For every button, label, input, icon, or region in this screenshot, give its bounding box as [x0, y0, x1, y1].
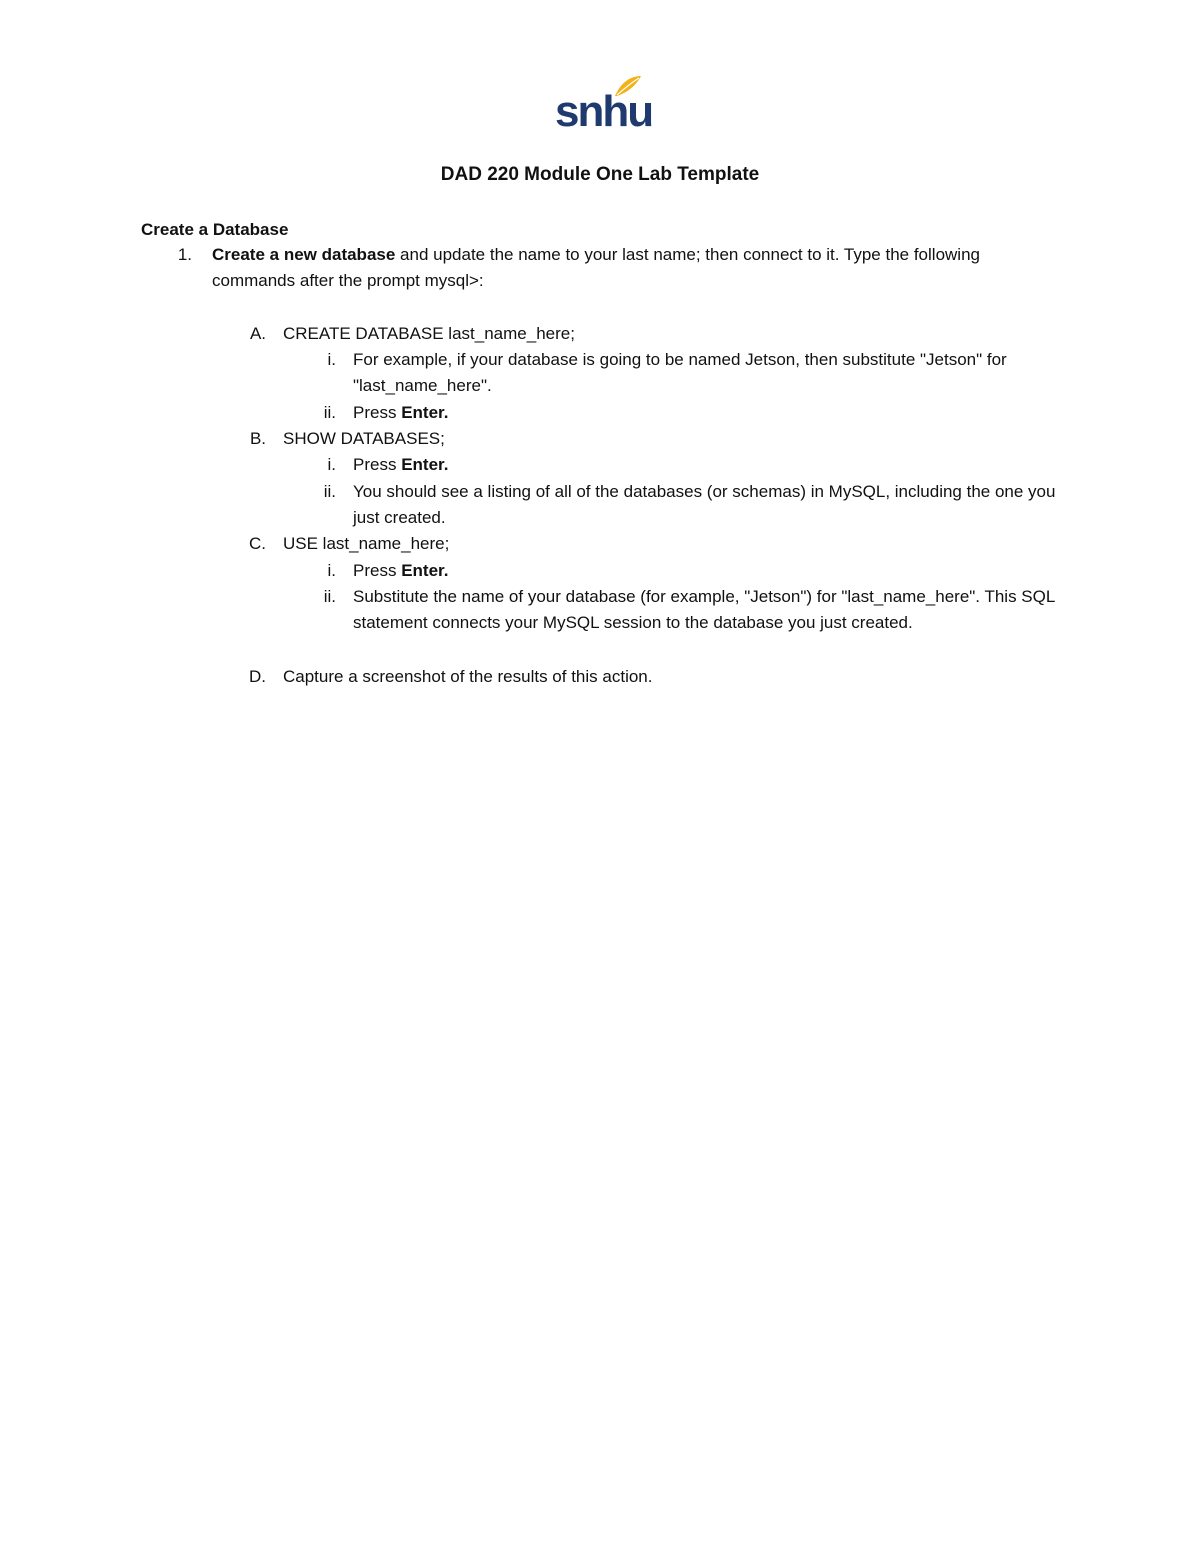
subitem-text	[353, 400, 1063, 426]
subitem-text	[353, 558, 1063, 584]
subitem-plain-text: Press	[353, 403, 402, 422]
subitem-plain-text: Press	[353, 561, 402, 580]
item-letter: A.	[249, 324, 266, 343]
subitem-numeral: i.	[327, 561, 336, 580]
subitem-numeral: i.	[327, 350, 336, 369]
step-text	[212, 242, 1062, 295]
subitem-text	[353, 584, 1063, 637]
item-letter: B.	[249, 429, 266, 448]
item-letter: C.	[249, 534, 266, 553]
item-text: SHOW DATABASES;	[283, 429, 445, 448]
step-bold-text: Create a new database	[212, 245, 396, 264]
subitem-text	[353, 347, 1063, 400]
step-number: 1.	[177, 245, 192, 264]
item-text: CREATE DATABASE last_name_here;	[283, 324, 575, 343]
step-rest-text: and update the name to your last name; then connect to it. Type the following commands after the prompt mysql>:	[212, 245, 980, 291]
subitem-bold-text: Enter.	[401, 403, 449, 422]
subitem-bold-text: Enter.	[401, 455, 449, 474]
item-text: Capture a screenshot of the results of this action.	[283, 667, 653, 686]
item-text: USE last_name_here;	[283, 534, 450, 553]
subitem-plain-text: Press	[353, 455, 402, 474]
logo-wordmark: snhu	[555, 87, 653, 136]
subitem-numeral: ii.	[323, 482, 336, 501]
snhu-logo	[555, 74, 653, 136]
section-heading: Create a Database	[141, 220, 289, 239]
subitem-plain-text: For example, if your database is going to be named Jetson, then substitute "Jetson" for "last_name_here".	[353, 350, 1007, 396]
subitem-plain-text: You should see a listing of all of the databases (or schemas) in MySQL, including the one you just created.	[353, 482, 1056, 528]
item-letter: D.	[249, 667, 266, 686]
subitem-numeral: i.	[327, 455, 336, 474]
document-title: DAD 220 Module One Lab Template	[440, 164, 760, 185]
subitem-numeral: ii.	[323, 587, 336, 606]
subitem-bold-text: Enter.	[401, 561, 449, 580]
subitem-text	[353, 452, 1063, 478]
subitem-text	[353, 479, 1063, 532]
subitem-plain-text: Substitute the name of your database (for example, "Jetson") for "last_name_here". This SQL statement connects your MySQL session to the database you just created.	[353, 587, 1055, 633]
subitem-numeral: ii.	[323, 403, 336, 422]
